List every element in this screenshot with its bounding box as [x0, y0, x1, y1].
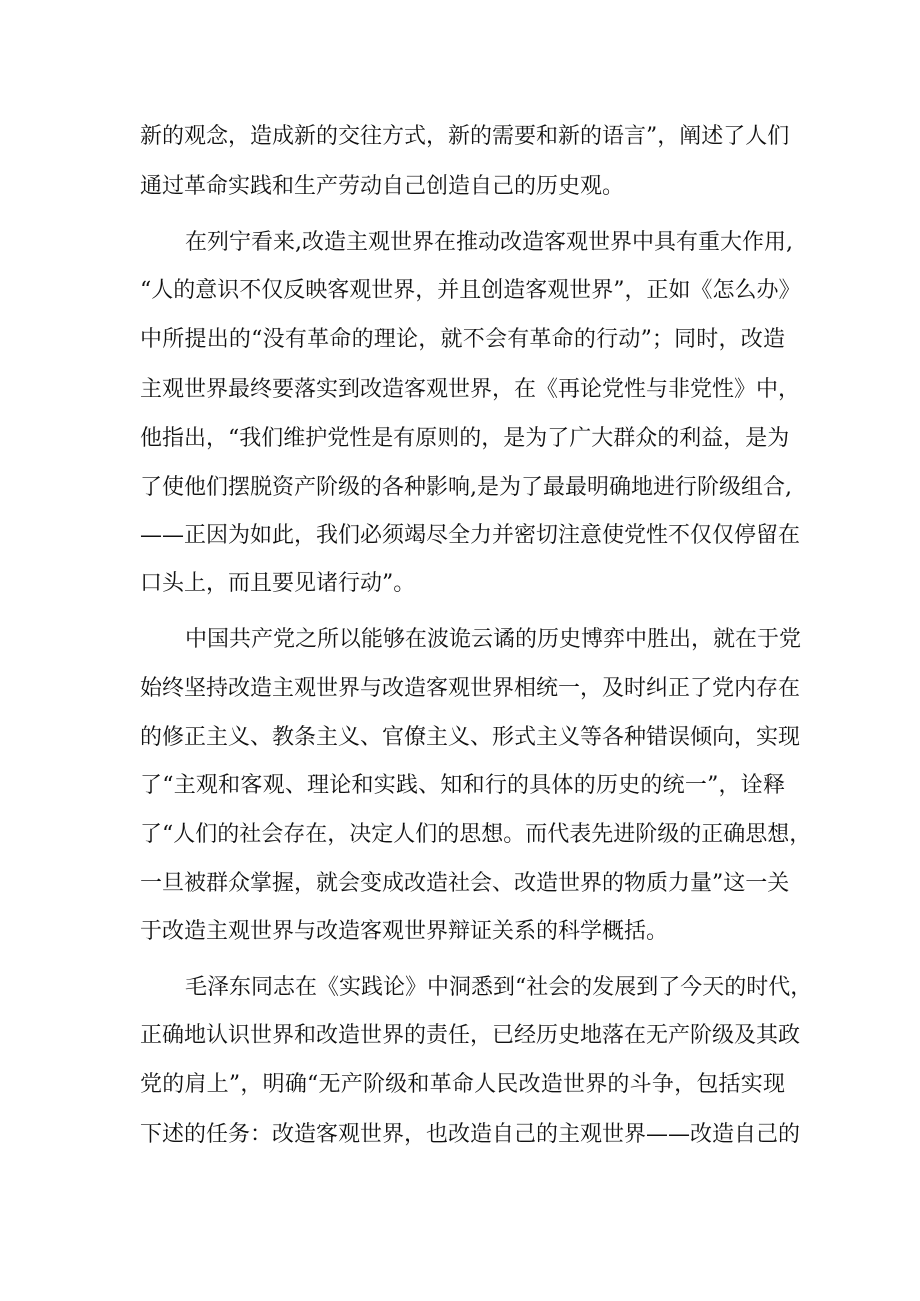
paragraph-3-line-4: 了“主观和客观、理论和实践、知和行的具体的历史的统一”，诠释 — [140, 773, 785, 798]
paragraph-4-line-4: 下述的任务：改造客观世界，也改造自己的主观世界——改造自己的 — [140, 1122, 801, 1147]
paragraph-2-line-8: 口头上，而且要见诸行动”。 — [140, 571, 416, 596]
paragraph-3-line-7: 于改造主观世界与改造客观世界辩证关系的科学概括。 — [140, 919, 669, 944]
paragraph-3-line-3: 的修正主义、教条主义、官僚主义、形式主义等各种错误倾向，实现 — [140, 725, 801, 750]
paragraph-3-line-6: 一旦被群众掌握，就会变成改造社会、改造世界的物质力量”这一关 — [140, 871, 790, 896]
paragraph-2-line-7: ——正因为如此，我们必须竭尽全力并密切注意使党性不仅仅停留在 — [140, 523, 801, 548]
paragraph-4-line-2: 正确地认识世界和改造世界的责任，已经历史地落在无产阶级及其政 — [140, 1023, 801, 1048]
body-text — [140, 0, 813, 1301]
paragraph-4-line-1: 毛泽东同志在《实践论》中洞悉到“社会的发展到了今天的时代， — [185, 975, 813, 1000]
paragraph-2-line-1: 在列宁看来,改造主观世界在推动改造客观世界中具有重大作用, — [185, 230, 793, 255]
paragraph-1-line-1: 新的观念，造成新的交往方式，新的需要和新的语言”，阐述了人们 — [140, 124, 790, 149]
paragraph-2-line-6: 了使他们摆脱资产阶级的各种影响,是为了最最明确地进行阶级组合, — [140, 475, 792, 500]
paragraph-2-line-5: 他指出，“我们维护党性是有原则的，是为了广大群众的利益，是为 — [140, 426, 790, 451]
paragraph-3-line-1: 中国共产党之所以能够在波诡云谲的历史博弈中胜出，就在于党 — [185, 627, 802, 652]
paragraph-3-line-5: 了“人们的社会存在，决定人们的思想。而代表先进阶级的正确思想， — [140, 822, 812, 847]
paragraph-2-line-2: “人的意识不仅反映客观世界，并且创造客观世界”，正如《怎么办》 — [140, 278, 801, 303]
paragraph-2-line-3: 中所提出的“没有革命的理论，就不会有革命的行动”；同时，改造 — [140, 327, 785, 352]
paragraph-4-line-3: 党的肩上”，明确“无产阶级和革命人民改造世界的斗争，包括实现 — [140, 1072, 785, 1097]
paragraph-2-line-4: 主观世界最终要落实到改造客观世界，在《再论党性与非党性》中， — [140, 377, 801, 402]
paragraph-3-line-2: 始终坚持改造主观世界与改造客观世界相统一，及时纠正了党内存在 — [140, 676, 801, 701]
paragraph-1-line-2: 通过革命实践和生产劳动自己创造自己的历史观。 — [140, 174, 625, 199]
